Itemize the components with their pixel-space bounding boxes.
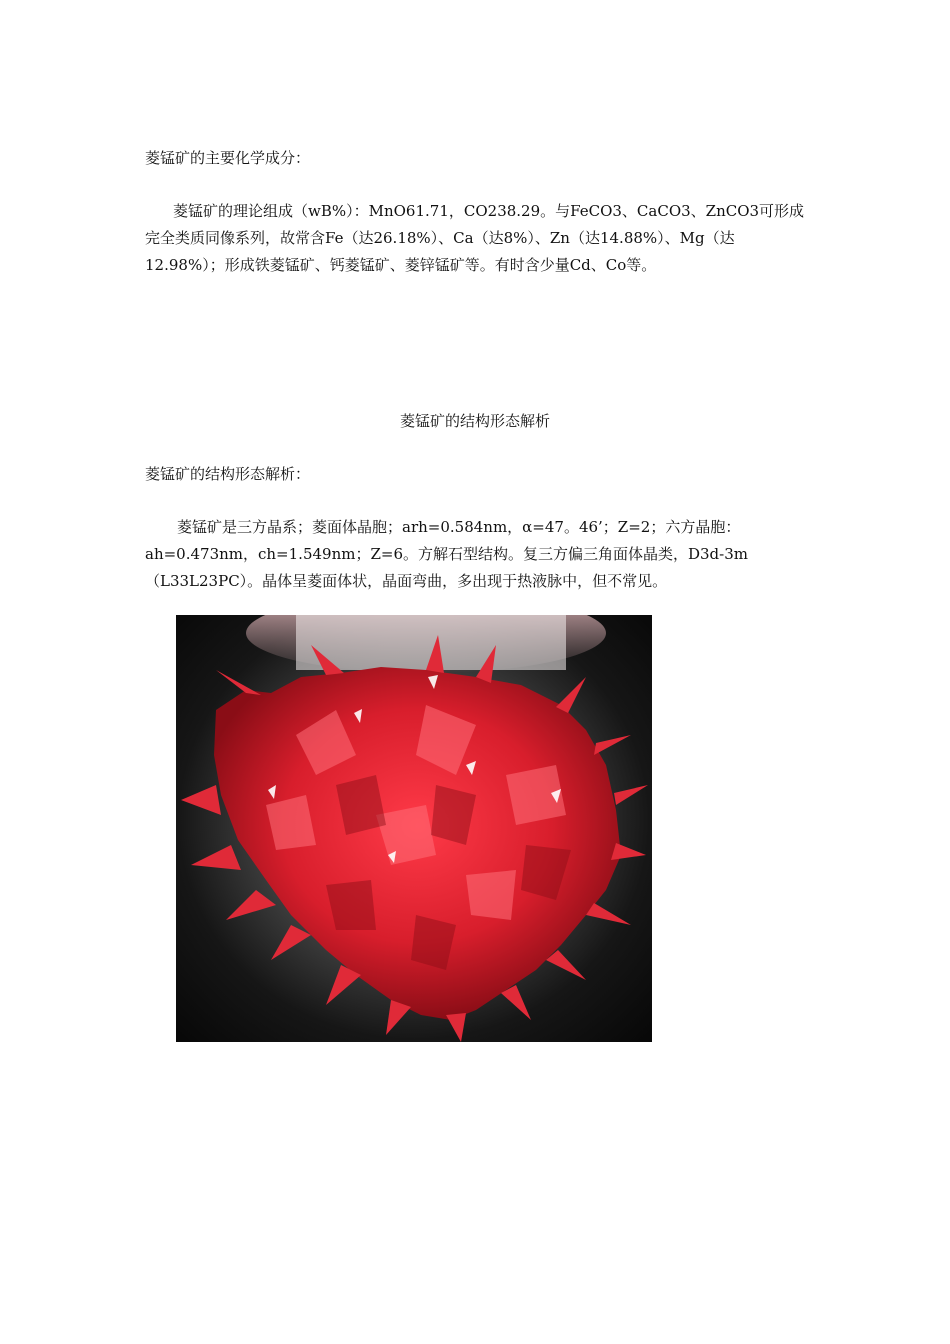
section-heading-composition: 菱锰矿的主要化学成分： [145, 149, 311, 167]
structure-paragraph: 菱锰矿是三方晶系；菱面体晶胞；arh=0.584nm，α=47。46’；Z=2；六方晶胞：ah=0.473nm，ch=1.549nm；Z=6。方解石型结构。复三方偏三角面体晶类，D3d-3m（L33L23PC）。晶体呈菱面体状，晶面弯曲，多出现于热液脉中，但不常见。 [145, 518, 748, 590]
rhodochrosite-photo [176, 615, 652, 1042]
section-heading-structure: 菱锰矿的结构形态解析： [145, 465, 311, 483]
composition-paragraph: 菱锰矿的理论组成（wB%）：MnO61.71，CO238.29。与FeCO3、CaCO3、ZnCO3可形成完全类质同像系列，故常含Fe（达26.18%）、Ca（达8%）、Zn（达14.88%）、Mg（达12.98%）；形成铁菱锰矿、钙菱锰矿、菱锌锰矿等。有时含少量Cd、Co等。 [145, 202, 805, 274]
section-title-structure: 菱锰矿的结构形态解析 [399, 412, 550, 430]
crystal-illustration [176, 615, 652, 1042]
